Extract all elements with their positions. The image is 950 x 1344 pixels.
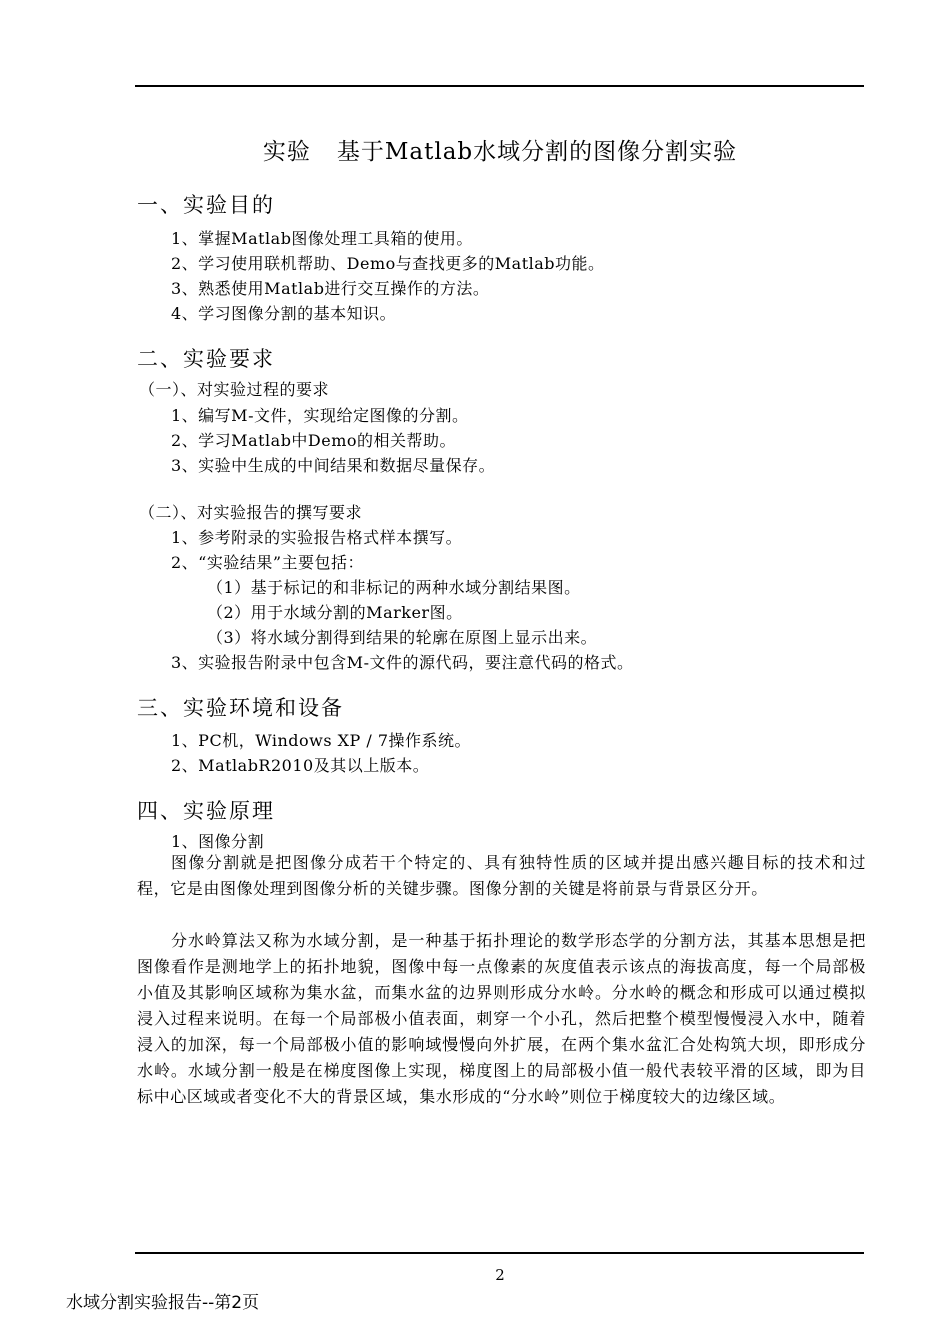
report-item: 2、“实验结果”主要包括： [171, 553, 365, 572]
title-prefix: 实验 [262, 139, 311, 165]
title-main: 基于Matlab水域分割的图像分割实验 [336, 139, 738, 165]
objective-item: 4、学习图像分割的基本知识。 [171, 304, 397, 323]
report-subitem: （2）用于水域分割的Marker图。 [207, 603, 463, 622]
principle-paragraph: 图像分割就是把图像分成若干个特定的、具有独特性质的区域并提出感兴趣目标的技术和过程，它是由图像处理到图像分析的关键步骤。图像分割的关键是将前景与背景区分开。 [137, 853, 866, 898]
report-item: 1、参考附录的实验报告格式样本撰写。 [171, 528, 463, 547]
objective-item: 3、熟悉使用Matlab进行交互操作的方法。 [171, 279, 490, 298]
requirement-item: 2、学习Matlab中Demo的相关帮助。 [171, 431, 457, 450]
principle-paragraph: 分水岭算法又称为水域分割，是一种基于拓扑理论的数学形态学的分割方法，其基本思想是把图像看作是测地学上的拓扑地貌，图像中每一点像素的灰度值表示该点的海拔高度，每一个局部极小值及其影响区域称为集水盆，而集水盆的边界则形成分水岭。分水岭的概念和形成可以通过模拟浸入过程来说明。在每一个局部极小值表面，刺穿一个小孔，然后把整个模型慢慢浸入水中，随着浸入的加深，每一个局部极小值的影响域慢慢向外扩展，在两个集水盆汇合处构筑大坝，即形成分水岭。水域分割一般是在梯度图像上实现，梯度图上的局部极小值一般代表较平滑的区域，即为目标中心区域或者变化不大的背景区域，集水形成的“分水岭”则位于梯度较大的边缘区域。 [137, 931, 866, 1106]
subsection-heading-process: （一）、对实验过程的要求 [139, 380, 330, 399]
page-number: 2 [495, 1266, 505, 1284]
subsection-heading-report: （二）、对实验报告的撰写要求 [139, 503, 363, 522]
subsection-heading-segmentation: 1、图像分割 [171, 832, 265, 851]
objective-item: 1、掌握Matlab图像处理工具箱的使用。 [171, 229, 473, 248]
footer-rule [135, 1252, 864, 1254]
report-subitem: （3）将水域分割得到结果的轮廓在原图上显示出来。 [207, 628, 598, 647]
objective-item: 2、学习使用联机帮助、Demo与查找更多的Matlab功能。 [171, 254, 605, 273]
report-item: 3、实验报告附录中包含M-文件的源代码，要注意代码的格式。 [171, 653, 634, 672]
header-rule [135, 85, 864, 87]
section-heading-environment: 三、实验环境和设备 [137, 696, 344, 720]
requirement-item: 3、实验中生成的中间结果和数据尽量保存。 [171, 456, 496, 475]
section-heading-principle: 四、实验原理 [137, 799, 275, 823]
requirement-item: 1、编写M-文件，实现给定图像的分割。 [171, 406, 469, 425]
section-heading-requirements: 二、实验要求 [137, 347, 275, 371]
page-footer-label: 水域分割实验报告--第2页 [66, 1293, 260, 1313]
section-heading-objectives: 一、实验目的 [137, 193, 275, 217]
document-title [0, 133, 950, 166]
environment-item: 1、PC机，Windows XP / 7操作系统。 [171, 731, 472, 750]
report-subitem: （1）基于标记的和非标记的两种水域分割结果图。 [207, 578, 581, 597]
environment-item: 2、MatlabR2010及其以上版本。 [171, 756, 430, 775]
